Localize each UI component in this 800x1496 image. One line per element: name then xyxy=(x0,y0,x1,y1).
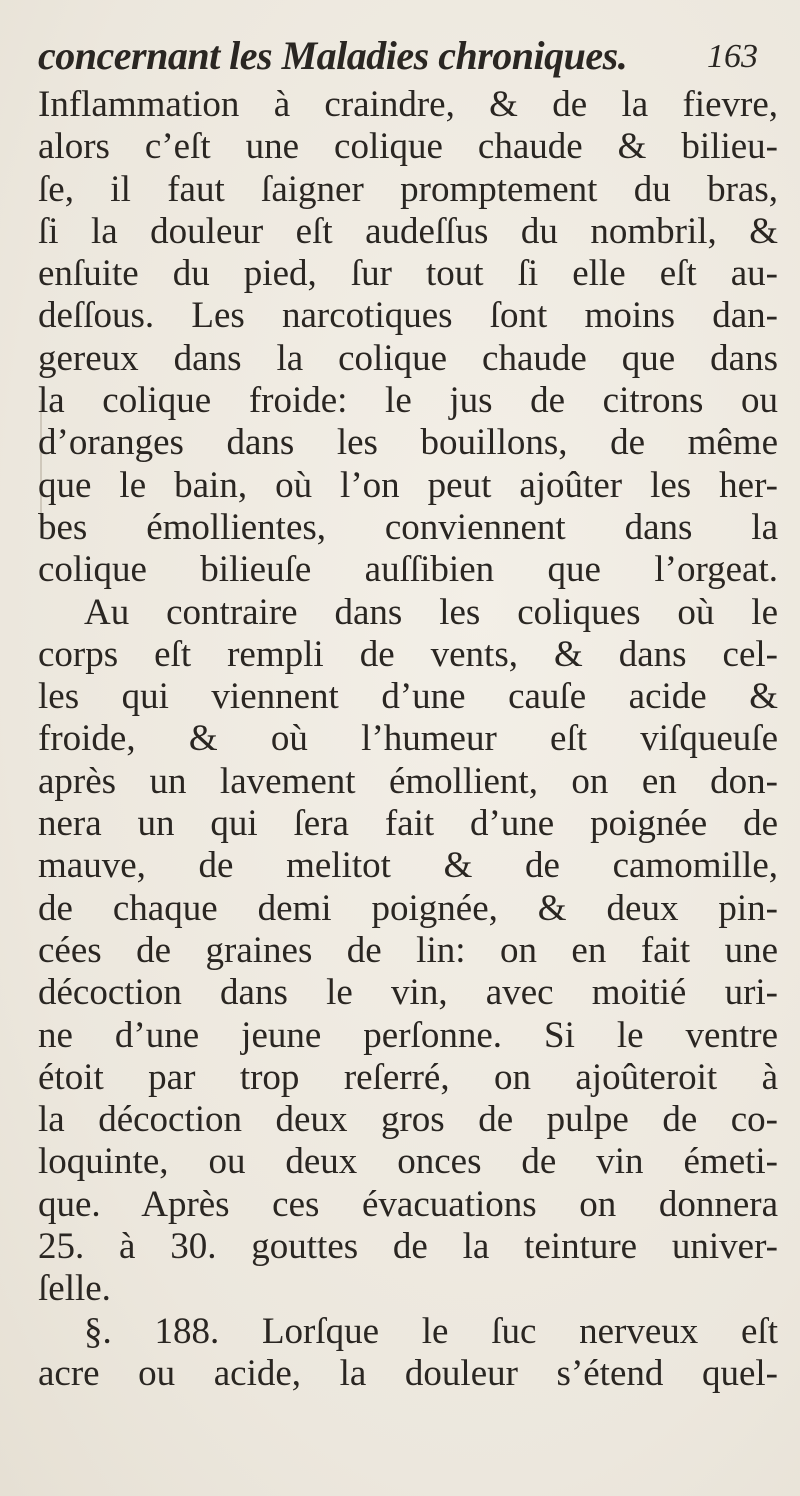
text-line: alors c’eſt une colique chaude & bilieu- xyxy=(38,126,778,168)
text-line: 25. à 30. gouttes de la teinture univer- xyxy=(38,1226,778,1268)
text-line: de chaque demi poignée, & deux pin- xyxy=(38,887,778,929)
text-line: ne d’une jeune perſonne. Si le ventre xyxy=(38,1014,778,1056)
text-line: gereux dans la colique chaude que dans xyxy=(38,337,778,379)
text-line: §. 188. Lorſque le ſuc nerveux eſt xyxy=(84,1310,778,1352)
text-line: après un lavement émollient, on en don- xyxy=(38,760,778,802)
text-line: la colique froide: le jus de citrons ou xyxy=(38,380,778,422)
text-line: bes émollientes, conviennent dans la xyxy=(38,506,778,548)
running-title: concernant les Maladies chroniques. xyxy=(38,33,628,78)
text-line: les qui viennent d’une cauſe acide & xyxy=(38,676,778,718)
text-line: acre ou acide, la douleur s’étend quel- xyxy=(38,1352,778,1394)
text-line: corps eſt rempli de vents, & dans cel- xyxy=(38,633,778,675)
text-line: que. Après ces évacuations on donnera xyxy=(38,1183,778,1225)
text-line: ſi la douleur eſt audeſſus du nombril, & xyxy=(38,210,778,252)
text-line: d’oranges dans les bouillons, de même xyxy=(38,422,778,464)
text-line: décoction dans le vin, avec moitié uri- xyxy=(38,972,778,1014)
text-line: Inflammation à craindre, & de la fievre, xyxy=(38,84,778,125)
text-line: étoit par trop reſerré, on ajoûteroit à xyxy=(38,1056,778,1098)
text-line: ſelle. xyxy=(38,1268,111,1310)
page-number: 163 xyxy=(707,38,758,75)
text-line: colique bilieuſe auſſibien que l’orgeat. xyxy=(38,549,778,591)
text-line: ſe, il faut ſaigner promptement du bras, xyxy=(38,168,778,210)
text-line: froide, & où l’humeur eſt viſqueuſe xyxy=(38,718,778,760)
body-text xyxy=(38,84,778,1395)
text-line: cées de graines de lin: on en fait une xyxy=(38,929,778,971)
text-line: Au contraire dans les coliques où le xyxy=(84,591,778,633)
text-line: que le bain, où l’on peut ajoûter les her- xyxy=(38,464,778,506)
text-line: deſſous. Les narcotiques ſont moins dan- xyxy=(38,295,778,337)
text-line: enſuite du pied, ſur tout ſi elle eſt au- xyxy=(38,253,778,295)
text-line: la décoction deux gros de pulpe de co- xyxy=(38,1099,778,1141)
text-line: loquinte, ou deux onces de vin émeti- xyxy=(38,1141,778,1183)
page-header xyxy=(38,32,758,88)
text-line: mauve, de melitot & de camomille, xyxy=(38,845,778,887)
text-line: nera un qui ſera fait d’une poignée de xyxy=(38,803,778,845)
